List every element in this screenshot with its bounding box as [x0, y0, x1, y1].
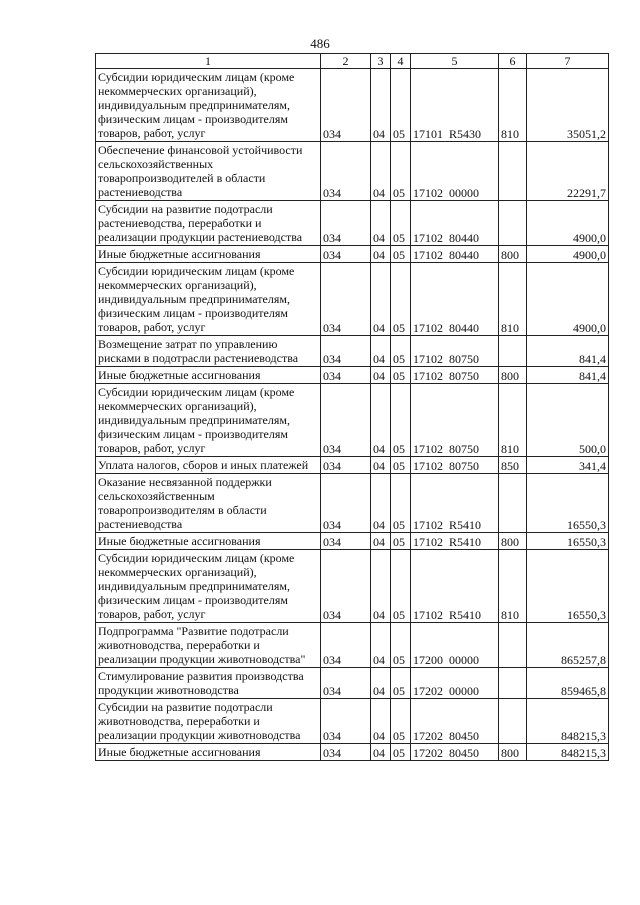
- cell-name: Субсидии юридическим лицам (кроме некоммерческих организаций), индивидуальным предпринимателям, физическим лицам - производителям товаров, работ, услуг: [96, 384, 321, 457]
- table-row: [96, 699, 609, 744]
- page-number: 486: [310, 36, 330, 51]
- cell-amount: 16550,3: [527, 533, 609, 550]
- cell-ministry: 034: [321, 246, 371, 263]
- cell-expense-type: 800: [499, 367, 527, 384]
- cell-name: Иные бюджетные ассигнования: [96, 533, 321, 550]
- cell-expense-type: 800: [499, 533, 527, 550]
- cell-target-article: 17202 80450: [411, 744, 499, 761]
- cell-name: Субсидии юридическим лицам (кроме некоммерческих организаций), индивидуальным предпринимателям, физическим лицам - производителям товаров, работ, услуг: [96, 550, 321, 623]
- cell-target-article: 17102 80750: [411, 336, 499, 367]
- cell-expense-type: 850: [499, 457, 527, 474]
- cell-expense-type: [499, 474, 527, 533]
- cell-subsection: 05: [391, 142, 411, 201]
- table-row: [96, 668, 609, 699]
- column-header: 5: [411, 54, 499, 69]
- cell-ministry: 034: [321, 384, 371, 457]
- cell-name: Субсидии на развитие подотрасли растениеводства, переработки и реализации продукции растениеводства: [96, 201, 321, 246]
- cell-target-article: 17202 80450: [411, 699, 499, 744]
- cell-amount: 4900,0: [527, 201, 609, 246]
- cell-expense-type: [499, 668, 527, 699]
- cell-amount: 859465,8: [527, 668, 609, 699]
- cell-subsection: 05: [391, 474, 411, 533]
- cell-section: 04: [371, 668, 391, 699]
- cell-expense-type: 810: [499, 263, 527, 336]
- cell-subsection: 05: [391, 384, 411, 457]
- cell-section: 04: [371, 744, 391, 761]
- cell-target-article: 17102 80440: [411, 263, 499, 336]
- table-row: [96, 246, 609, 263]
- cell-name: Субсидии юридическим лицам (кроме некоммерческих организаций), индивидуальным предпринимателям, физическим лицам - производителям товаров, работ, услуг: [96, 69, 321, 142]
- cell-subsection: 05: [391, 533, 411, 550]
- cell-section: 04: [371, 69, 391, 142]
- column-header: 6: [499, 54, 527, 69]
- cell-section: 04: [371, 384, 391, 457]
- cell-expense-type: [499, 201, 527, 246]
- cell-expense-type: 810: [499, 69, 527, 142]
- cell-name: Стимулирование развития производства продукции животноводства: [96, 668, 321, 699]
- cell-ministry: 034: [321, 201, 371, 246]
- column-header: 7: [527, 54, 609, 69]
- cell-ministry: 034: [321, 263, 371, 336]
- cell-target-article: 17102 80750: [411, 384, 499, 457]
- cell-amount: 4900,0: [527, 246, 609, 263]
- table-row: [96, 744, 609, 761]
- table-row: [96, 201, 609, 246]
- table-row: [96, 336, 609, 367]
- cell-section: 04: [371, 623, 391, 668]
- cell-name: Иные бюджетные ассигнования: [96, 367, 321, 384]
- cell-name: Уплата налогов, сборов и иных платежей: [96, 457, 321, 474]
- cell-target-article: 17102 R5410: [411, 550, 499, 623]
- table-row: [96, 550, 609, 623]
- cell-subsection: 05: [391, 246, 411, 263]
- cell-subsection: 05: [391, 201, 411, 246]
- cell-subsection: 05: [391, 623, 411, 668]
- cell-ministry: 034: [321, 474, 371, 533]
- column-header: 2: [321, 54, 371, 69]
- cell-section: 04: [371, 336, 391, 367]
- cell-ministry: 034: [321, 367, 371, 384]
- cell-target-article: 17102 R5410: [411, 474, 499, 533]
- cell-subsection: 05: [391, 699, 411, 744]
- cell-target-article: 17200 00000: [411, 623, 499, 668]
- cell-name: Иные бюджетные ассигнования: [96, 744, 321, 761]
- cell-expense-type: 800: [499, 246, 527, 263]
- cell-subsection: 05: [391, 550, 411, 623]
- cell-subsection: 05: [391, 336, 411, 367]
- cell-amount: 4900,0: [527, 263, 609, 336]
- cell-name: Иные бюджетные ассигнования: [96, 246, 321, 263]
- cell-subsection: 05: [391, 263, 411, 336]
- cell-name: Субсидии на развитие подотрасли животноводства, переработки и реализации продукции животноводства: [96, 699, 321, 744]
- cell-subsection: 05: [391, 69, 411, 142]
- cell-target-article: 17102 00000: [411, 142, 499, 201]
- cell-section: 04: [371, 699, 391, 744]
- cell-amount: 865257,8: [527, 623, 609, 668]
- table-row: [96, 623, 609, 668]
- column-header: 4: [391, 54, 411, 69]
- cell-ministry: 034: [321, 69, 371, 142]
- cell-amount: 341,4: [527, 457, 609, 474]
- cell-expense-type: [499, 142, 527, 201]
- cell-section: 04: [371, 201, 391, 246]
- cell-ministry: 034: [321, 744, 371, 761]
- cell-section: 04: [371, 457, 391, 474]
- cell-ministry: 034: [321, 336, 371, 367]
- cell-target-article: 17101 R5430: [411, 69, 499, 142]
- table-row: [96, 474, 609, 533]
- cell-amount: 22291,7: [527, 142, 609, 201]
- cell-expense-type: 810: [499, 550, 527, 623]
- cell-section: 04: [371, 246, 391, 263]
- cell-expense-type: [499, 623, 527, 668]
- cell-ministry: 034: [321, 699, 371, 744]
- cell-target-article: 17202 00000: [411, 668, 499, 699]
- table-row: [96, 367, 609, 384]
- cell-ministry: 034: [321, 533, 371, 550]
- cell-amount: 16550,3: [527, 550, 609, 623]
- cell-target-article: 17102 80440: [411, 201, 499, 246]
- cell-target-article: 17102 80440: [411, 246, 499, 263]
- cell-ministry: 034: [321, 550, 371, 623]
- cell-target-article: 17102 80750: [411, 457, 499, 474]
- cell-name: Оказание несвязанной поддержки сельскохозяйственным товаропроизводителям в области растениеводства: [96, 474, 321, 533]
- cell-name: Обеспечение финансовой устойчивости сельскохозяйственных товаропроизводителей в области растениеводства: [96, 142, 321, 201]
- cell-section: 04: [371, 474, 391, 533]
- table-row: [96, 384, 609, 457]
- cell-amount: 500,0: [527, 384, 609, 457]
- cell-amount: 841,4: [527, 367, 609, 384]
- cell-amount: 848215,3: [527, 699, 609, 744]
- cell-ministry: 034: [321, 623, 371, 668]
- table-row: [96, 457, 609, 474]
- cell-section: 04: [371, 550, 391, 623]
- table-row: [96, 69, 609, 142]
- cell-subsection: 05: [391, 668, 411, 699]
- cell-name: Подпрограмма "Развитие подотрасли животноводства, переработки и реализации продукции животноводства": [96, 623, 321, 668]
- cell-subsection: 05: [391, 744, 411, 761]
- cell-ministry: 034: [321, 142, 371, 201]
- cell-amount: 848215,3: [527, 744, 609, 761]
- header-row: [96, 54, 609, 69]
- cell-expense-type: [499, 699, 527, 744]
- column-header: 1: [96, 54, 321, 69]
- budget-table: [95, 53, 609, 761]
- table-row: [96, 263, 609, 336]
- cell-section: 04: [371, 367, 391, 384]
- cell-amount: 16550,3: [527, 474, 609, 533]
- cell-ministry: 034: [321, 457, 371, 474]
- cell-expense-type: 800: [499, 744, 527, 761]
- cell-subsection: 05: [391, 457, 411, 474]
- cell-subsection: 05: [391, 367, 411, 384]
- cell-target-article: 17102 80750: [411, 367, 499, 384]
- cell-target-article: 17102 R5410: [411, 533, 499, 550]
- cell-name: Субсидии юридическим лицам (кроме некоммерческих организаций), индивидуальным предпринимателям, физическим лицам - производителям товаров, работ, услуг: [96, 263, 321, 336]
- cell-amount: 841,4: [527, 336, 609, 367]
- cell-expense-type: [499, 336, 527, 367]
- cell-section: 04: [371, 263, 391, 336]
- cell-expense-type: 810: [499, 384, 527, 457]
- cell-section: 04: [371, 142, 391, 201]
- column-header: 3: [371, 54, 391, 69]
- cell-amount: 35051,2: [527, 69, 609, 142]
- table-row: [96, 142, 609, 201]
- cell-name: Возмещение затрат по управлению рисками в подотрасли растениеводства: [96, 336, 321, 367]
- cell-section: 04: [371, 533, 391, 550]
- table-row: [96, 533, 609, 550]
- cell-ministry: 034: [321, 668, 371, 699]
